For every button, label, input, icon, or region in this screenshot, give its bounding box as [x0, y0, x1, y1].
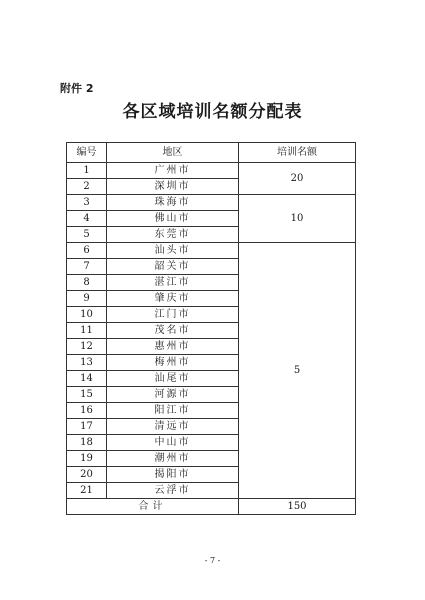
row-number-cell: 12	[67, 339, 107, 355]
region-cell: 佛山市	[107, 211, 239, 227]
quota-cell: 10	[239, 195, 356, 243]
row-number-cell: 15	[67, 387, 107, 403]
attachment-label: 附件 2	[60, 82, 94, 95]
region-cell: 深圳市	[107, 179, 239, 195]
total-label-cell: 合计	[67, 499, 239, 515]
row-number-cell: 1	[67, 163, 107, 179]
document-title: 各区域培训名额分配表	[122, 102, 303, 122]
region-cell: 东莞市	[107, 227, 239, 243]
region-cell: 汕头市	[107, 243, 239, 259]
region-cell: 潮州市	[107, 451, 239, 467]
region-cell: 清远市	[107, 419, 239, 435]
row-number-cell: 21	[67, 483, 107, 499]
row-number-cell: 8	[67, 275, 107, 291]
row-number-cell: 6	[67, 243, 107, 259]
table-row	[67, 195, 356, 211]
region-cell: 惠州市	[107, 339, 239, 355]
row-number-cell: 9	[67, 291, 107, 307]
table-row	[67, 243, 356, 259]
row-number-cell: 11	[67, 323, 107, 339]
total-row	[67, 499, 356, 515]
region-cell: 茂名市	[107, 323, 239, 339]
row-number-cell: 16	[67, 403, 107, 419]
quota-cell: 20	[239, 163, 356, 195]
quota-cell: 5	[239, 243, 356, 499]
row-number-cell: 4	[67, 211, 107, 227]
table-header-row	[67, 143, 356, 163]
total-value-cell: 150	[239, 499, 356, 515]
row-number-cell: 18	[67, 435, 107, 451]
column-header-quota: 培训名额	[239, 143, 356, 163]
page-number: - 7 -	[204, 556, 221, 565]
column-header-region: 地区	[107, 143, 239, 163]
region-cell: 梅州市	[107, 355, 239, 371]
row-number-cell: 2	[67, 179, 107, 195]
row-number-cell: 14	[67, 371, 107, 387]
table-row	[67, 163, 356, 179]
row-number-cell: 20	[67, 467, 107, 483]
row-number-cell: 7	[67, 259, 107, 275]
row-number-cell: 5	[67, 227, 107, 243]
region-cell: 汕尾市	[107, 371, 239, 387]
region-cell: 阳江市	[107, 403, 239, 419]
row-number-cell: 13	[67, 355, 107, 371]
region-cell: 肇庆市	[107, 291, 239, 307]
region-cell: 揭阳市	[107, 467, 239, 483]
region-cell: 广州市	[107, 163, 239, 179]
region-cell: 韶关市	[107, 259, 239, 275]
row-number-cell: 17	[67, 419, 107, 435]
table-body	[67, 163, 356, 515]
region-cell: 湛江市	[107, 275, 239, 291]
region-cell: 云浮市	[107, 483, 239, 499]
region-cell: 珠海市	[107, 195, 239, 211]
quota-table	[66, 142, 356, 515]
column-header-number: 编号	[67, 143, 107, 163]
row-number-cell: 19	[67, 451, 107, 467]
row-number-cell: 3	[67, 195, 107, 211]
region-cell: 中山市	[107, 435, 239, 451]
region-cell: 河源市	[107, 387, 239, 403]
region-cell: 江门市	[107, 307, 239, 323]
row-number-cell: 10	[67, 307, 107, 323]
